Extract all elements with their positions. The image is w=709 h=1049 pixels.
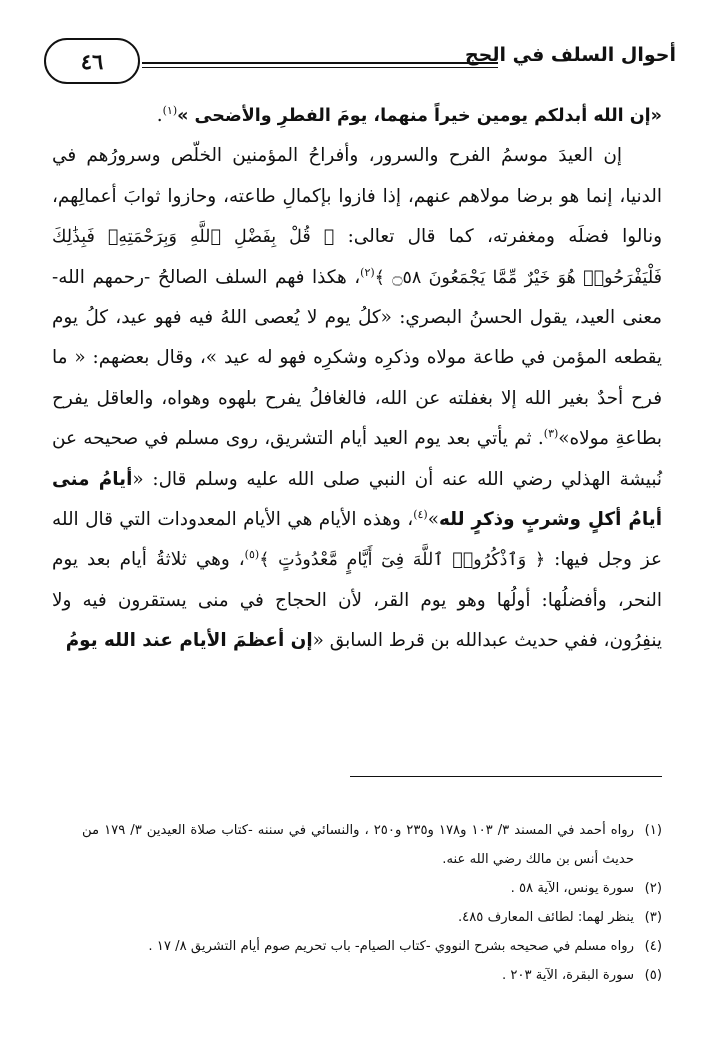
paragraph-text: ، وهي ثلاثةُ أيام بعد يوم النحر، وأفضلُها: أولُها وهو يوم القر، لأن الحجاج في منى يستقرون فيه ولا ينفِرُون، ففي حديث عبدالله بن قرط السابق «: [52, 549, 662, 652]
main-paragraph: [52, 136, 662, 661]
header-rule: [142, 62, 498, 64]
footnote-item: [82, 932, 662, 961]
running-title: أحوال السلف في الحج: [464, 44, 676, 66]
footnote-number: (٢): [644, 881, 662, 896]
footnote-item: [82, 816, 662, 874]
footnote-text: ينظر لهما: لطائف المعارف ٤٨٥.: [457, 910, 634, 925]
footnote-ref-3: (٣): [543, 427, 559, 441]
quran-verse-yunus: ﴿ قُلْ بِفَضْلِ ٱللَّهِ وَبِرَحْمَتِهِۦ فَبِذَٰلِكَ فَلْيَفْرَحُوا۟ هُوَ خَيْرٌ مِّمَّا يَجْمَعُونَ ۝٥٨ ﴾: [52, 227, 662, 288]
footnote-ref-2: (٢): [360, 265, 375, 279]
paragraph-text: ، وهذه الأيام هي الأيام المعدودات التي قال الله عز وجل فيها:: [52, 509, 662, 571]
footnote-text: رواه مسلم في صحيحه بشرح النووي -كتاب الصيام- باب تحريم صوم أيام التشريق ٨/ ١٧ .: [148, 939, 634, 954]
opening-quote: «إن الله أبدلكم يومين خيراً منهما، يومَ الفطرِ والأضحى »: [177, 106, 662, 126]
footnotes: [82, 816, 662, 990]
hadith-quote: أيامُ منى أيامُ أكلٍ وشربٍ وذكرٍ لله: [52, 468, 662, 531]
opening-hadith: «إن الله أبدلكم يومين خيراً منهما، يومَ الفطرِ والأضحى »$^{(١)}$.: [156, 103, 662, 126]
paragraph-text: . ثم يأتي بعد يوم العيد أيام التشريق، روى مسلم في صحيحه عن نُبيشة الهذلي رضي الله عنه أن النبي صلى الله عليه وسلم قال: «: [52, 428, 662, 490]
footnote-item: [82, 961, 662, 990]
footnote-ref-5: (٥): [244, 548, 260, 562]
footnote-ref-4: (٤): [413, 507, 428, 521]
footnote-item: [82, 874, 662, 903]
page-number: ٤٦: [44, 38, 140, 84]
quote-close: »: [427, 509, 439, 531]
quran-verse-baqara: ﴿ وَٱذْكُرُوا۟ ٱللَّهَ فِىٓ أَيَّامٍ مَّعْدُودَٰتٍ ﴾: [259, 550, 546, 571]
footnote-text: رواه أحمد في المسند ٣/ ١٠٣ و١٧٨ و٢٣٥ و٢٥٠ ، والنسائي في سننه -كتاب صلاة العيدين ٣/ ١٧٩ من حديث أنس بن مالك رضي الله عنه.: [82, 823, 635, 867]
footnote-number: (٤): [644, 939, 662, 954]
paragraph-text: ، هكذا فهم السلف الصالحُ -رحمهم الله- معنى العيد، يقول الحسنُ البصري: «كلُ يوم لا يُعصى اللهُ فيه فهو عيد، كلُ يوم يقطعه المؤمن في طاعة مولاه وذكرِه وشكرِه فهو له عيد »، وقال بعضهم: « ما فرح أحدٌ بغير الله إلا بغفلته عن الله، فالغافلُ يفرح بلهوه وهواه، والعاقل يفرح بطاعةِ مولاه»: [52, 266, 662, 450]
footnote-item: [82, 903, 662, 932]
page-header: [44, 36, 676, 90]
footnote-ref-1: (١): [162, 103, 178, 117]
paragraph-text: إن العيدَ موسمُ الفرح والسرور، وأفراحُ المؤمنين الخلّص وسرورُهم في الدنيا، إنما هو برضا مولاهم عنهم، إذا فازوا بإكمالِ طاعته، وحازوا ثوابَ أعمالِهم، ونالوا فضلَه ومغفرته، كما قال تعالى:: [52, 145, 662, 248]
header-rule-thin: [142, 67, 498, 68]
footnote-text: سورة يونس، الآية ٥٨ .: [510, 881, 634, 896]
footnote-number: (٥): [644, 968, 662, 983]
footnote-separator: [350, 776, 662, 777]
footnote-number: (١): [644, 823, 662, 838]
footnote-text: سورة البقرة، الآية ٢٠٣ .: [501, 968, 634, 983]
hadith-quote: إن أعظمَ الأيام عند الله يومُ: [65, 630, 313, 652]
body-text: [52, 96, 662, 662]
footnote-number: (٣): [644, 910, 662, 925]
